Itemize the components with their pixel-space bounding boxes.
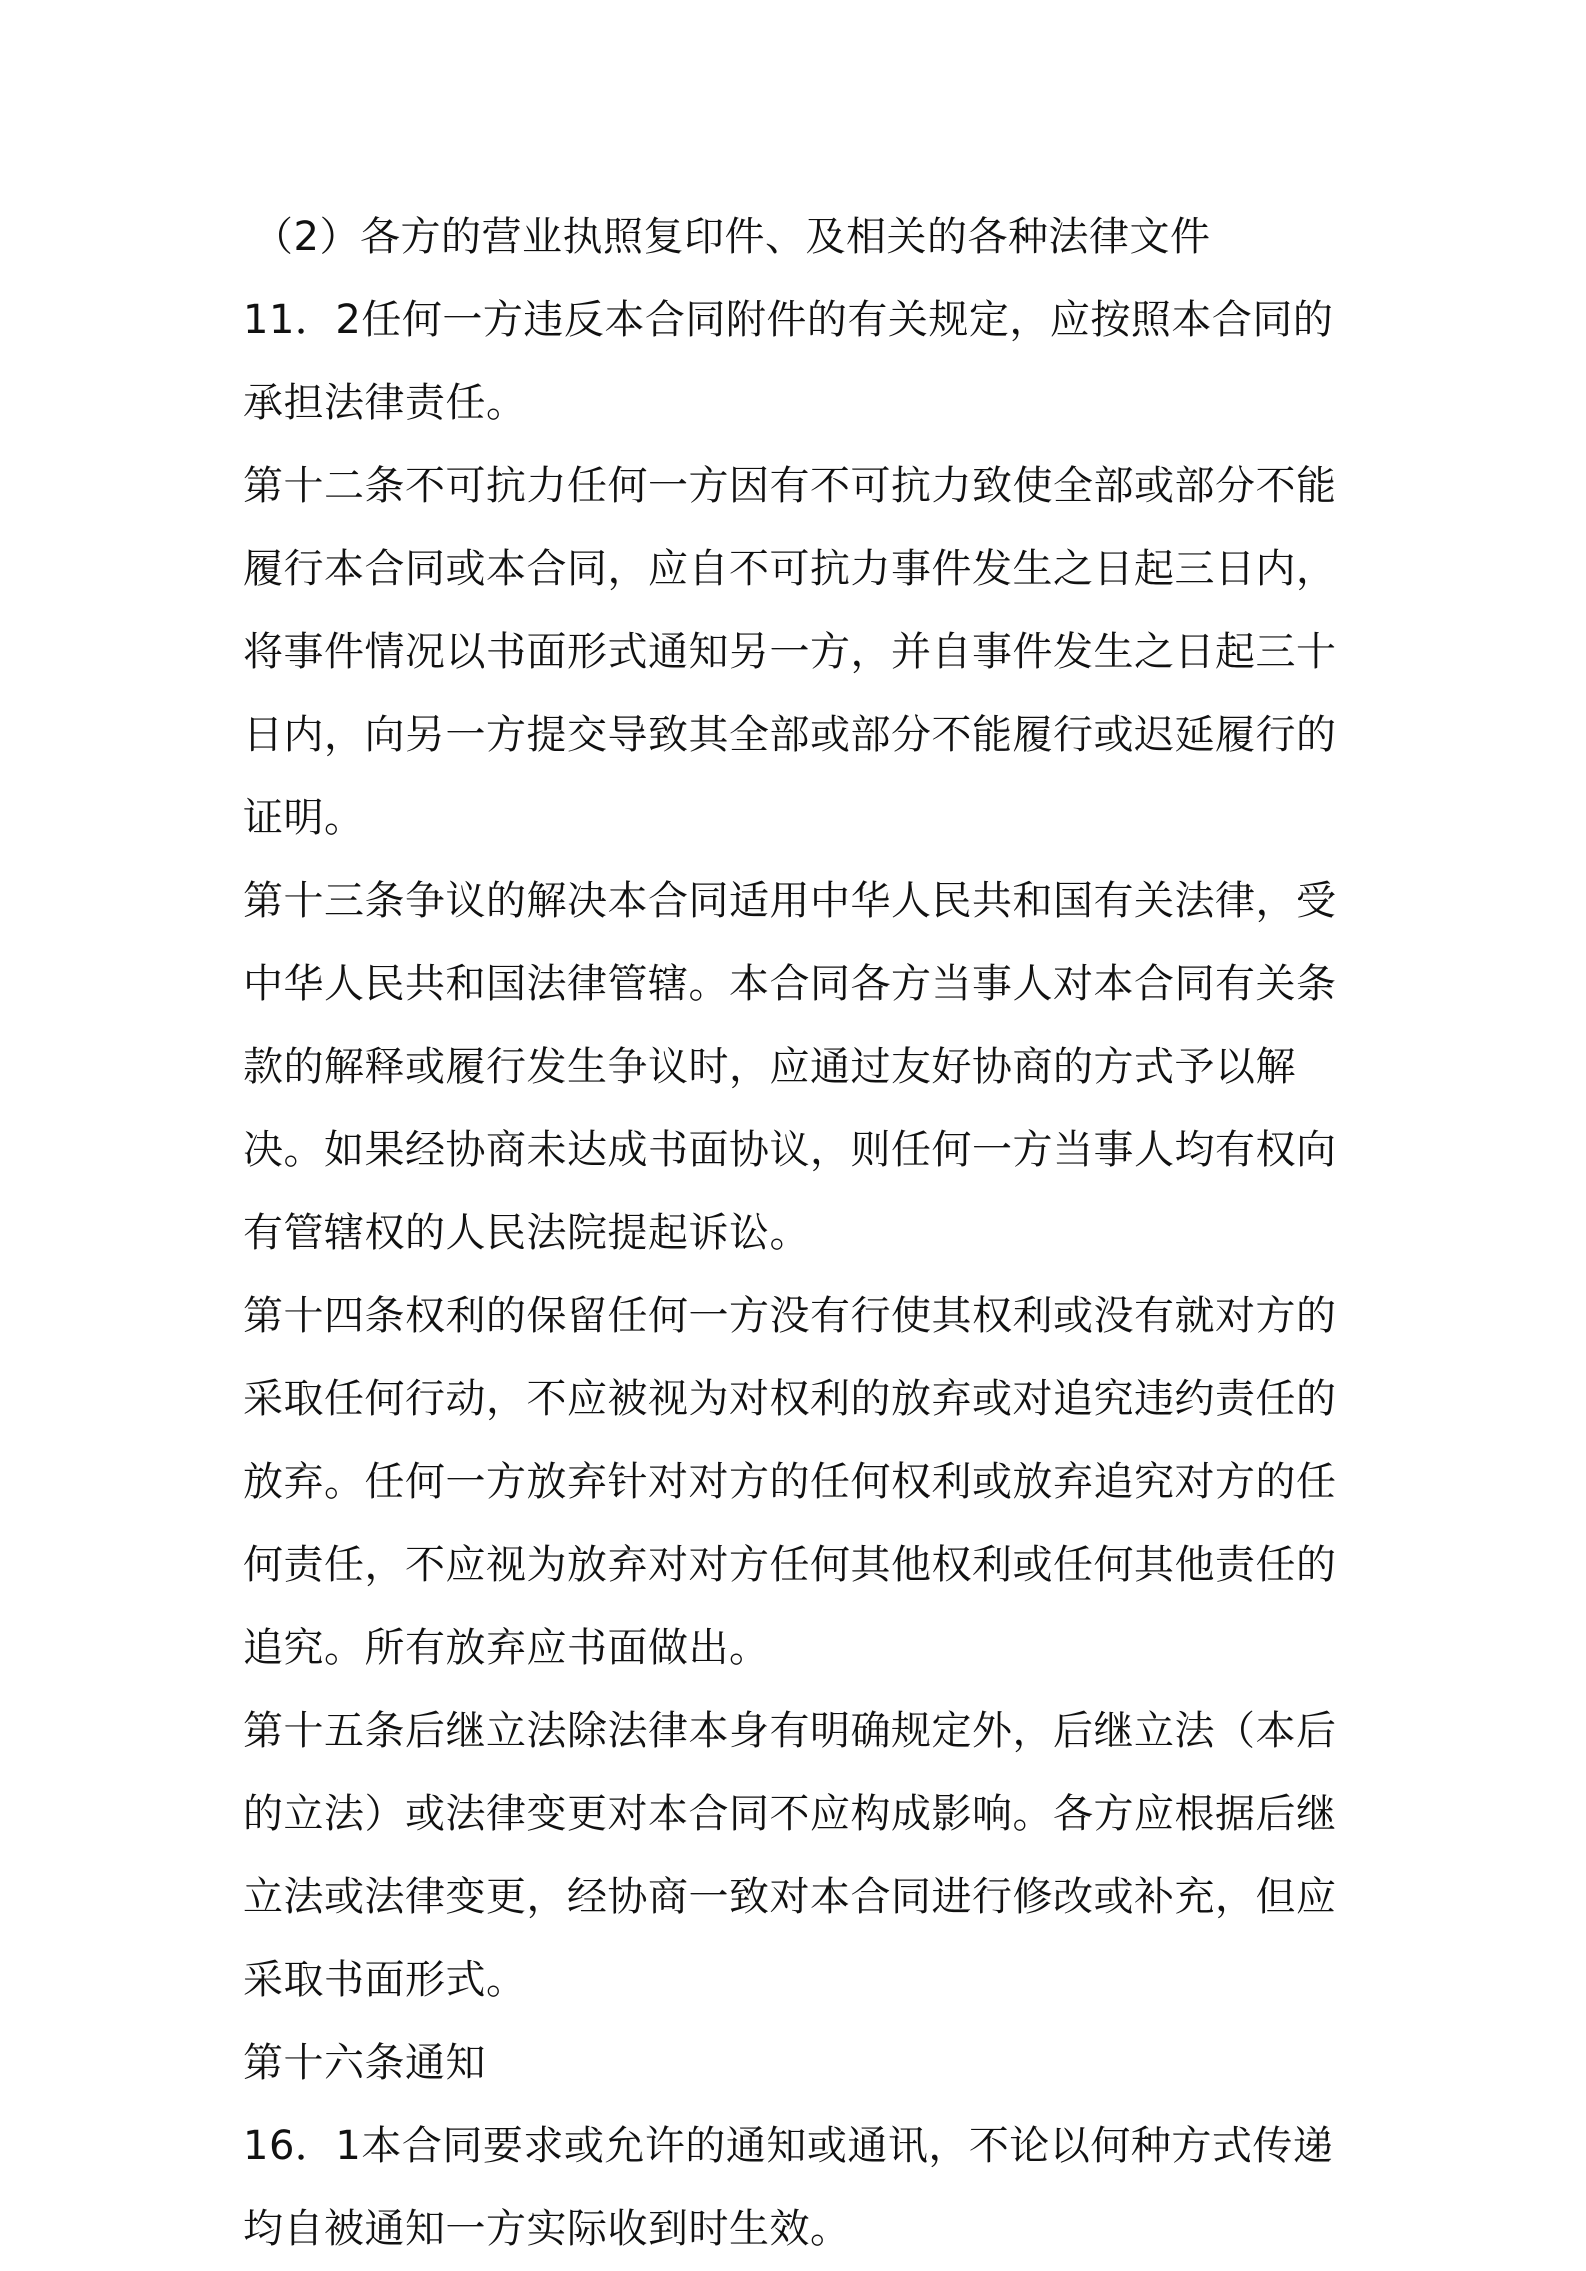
paragraph-article-16-notice-heading: 第十六条通知 <box>243 2040 486 2086</box>
paragraph-article-13-dispute-resolution: 第十三条争议的解决本合同适用中华人民共和国有关法律，受中华人民共和国法律管辖。本合同各方当事人对本合同有关条款的解释或履行发生争议时，应通过友好协商的方式予以解决。如果经协商未达成书面协议，则任何一方当事人均有权向有管辖权的人民法院提起诉讼。 <box>243 878 1337 1256</box>
paragraph-clause-11-2: 11．2任何一方违反本合同附件的有关规定，应按照本合同的承担法律责任。 <box>243 297 1334 426</box>
paragraph-attachment-item-2: （2）各方的营业执照复印件、及相关的各种法律文件 <box>253 214 1211 260</box>
paragraph-article-12-force-majeure: 第十二条不可抗力任何一方因有不可抗力致使全部或部分不能履行本合同或本合同，应自不可抗力事件发生之日起三日内，将事件情况以书面形式通知另一方，并自事件发生之日起三十日内，向另一方提交导致其全部或部分不能履行或迟延履行的证明。 <box>243 463 1337 841</box>
document-body <box>243 196 1363 2271</box>
paragraph-clause-16-1: 16．1本合同要求或允许的通知或通讯，不论以何种方式传递均自被通知一方实际收到时生效。 <box>243 2123 1334 2252</box>
paragraph-article-14-reservation-of-rights: 第十四条权利的保留任何一方没有行使其权利或没有就对方的采取任何行动，不应被视为对权利的放弃或对追究违约责任的放弃。任何一方放弃针对对方的任何权利或放弃追究对方的任何责任，不应视为放弃对对方任何其他权利或任何其他责任的追究。所有放弃应书面做出。 <box>243 1293 1337 1671</box>
paragraph-article-15-subsequent-legislation: 第十五条后继立法除法律本身有明确规定外，后继立法（本后的立法）或法律变更对本合同不应构成影响。各方应根据后继立法或法律变更，经协商一致对本合同进行修改或补充，但应采取书面形式。 <box>243 1708 1337 2003</box>
